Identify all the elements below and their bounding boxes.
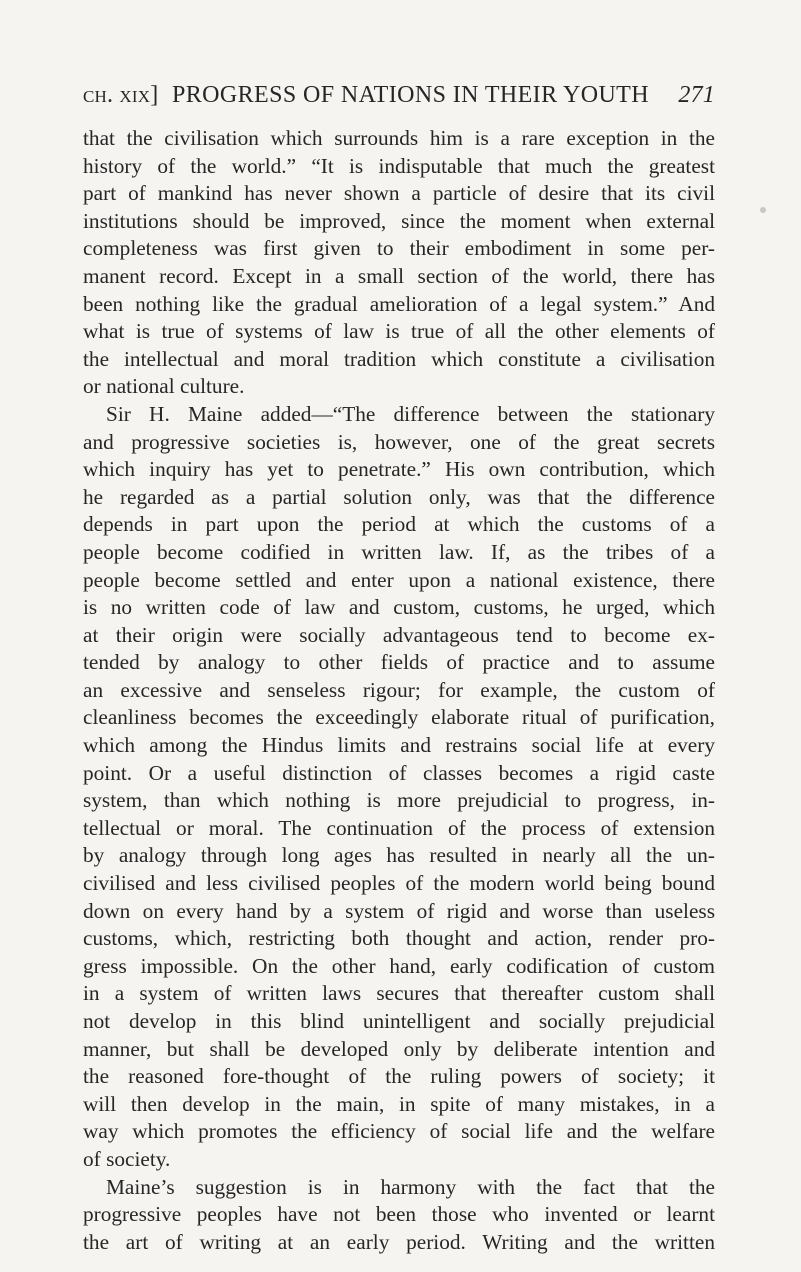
text-line: institutions should be improved, since the moment when external: [83, 208, 715, 233]
text-line: tended by analogy to other fields of practice and to assume: [83, 650, 715, 675]
text-line: the intellectual and moral tradition which constitute a civilisation: [83, 346, 715, 371]
text-line: and progressive societies is, however, one of the great secrets: [83, 429, 715, 454]
text-line: is no written code of law and custom, customs, he urged, which: [83, 595, 715, 620]
text-line: not develop in this blind unintelligent and socially prejudicial: [83, 1009, 715, 1033]
text-line: been nothing like the gradual amelioration of a legal system.” And: [83, 291, 715, 316]
text-line: customs, which, restricting both thought and action, render pro-: [83, 926, 715, 951]
text-line: or national culture.: [83, 374, 245, 399]
chapter-reference: ch. xix]: [83, 82, 159, 108]
text-line: in a system of written laws secures that thereafter custom shall: [83, 981, 715, 1006]
text-line: gress impossible. On the other hand, early codification of custom: [83, 953, 715, 978]
text-line: cleanliness becomes the exceedingly elaborate ritual of purification,: [83, 705, 715, 730]
running-header: [83, 78, 715, 112]
text-line: he regarded as a partial solution only, was that the difference: [83, 484, 715, 509]
text-line: will then develop in the main, in spite of many mistakes, in a: [83, 1091, 715, 1116]
text-line: down on every hand by a system of rigid and worse than useless: [83, 898, 715, 923]
text-line: depends in part upon the period at which the customs of a: [83, 512, 715, 537]
text-line: progressive peoples have not been those who invented or learnt: [83, 1202, 715, 1227]
text-line: tellectual or moral. The continuation of the process of extension: [83, 815, 715, 840]
text-line: people become codified in written law. If, as the tribes of a: [83, 539, 715, 564]
text-line: that the civilisation which surrounds him is a rare exception in the: [83, 126, 715, 150]
text-line: manent record. Except in a small section of the world, there has: [83, 263, 715, 288]
text-line: what is true of systems of law is true of all the other elements of: [83, 319, 715, 344]
text-line: manner, but shall be developed only by deliberate intention and: [83, 1036, 715, 1061]
page-number: 271: [678, 82, 715, 108]
text-line: of society.: [83, 1146, 171, 1171]
text-line: Maine’s suggestion is in harmony with the fact that the: [106, 1174, 715, 1199]
text-line: people become settled and enter upon a national existence, there: [83, 567, 715, 592]
body-text: [83, 125, 715, 1256]
text-line: the reasoned fore-thought of the ruling powers of society; it: [83, 1064, 715, 1089]
text-line: an excessive and senseless rigour; for example, the custom of: [83, 677, 715, 702]
text-line: which inquiry has yet to penetrate.” His own contribution, which: [83, 457, 715, 482]
text-line: by analogy through long ages has resulted in nearly all the un-: [83, 843, 715, 868]
text-line: system, than which nothing is more prejudicial to progress, in-: [83, 788, 715, 813]
text-line: way which promotes the efficiency of social life and the welfare: [83, 1119, 715, 1144]
text-line: Sir H. Maine added—“The difference between the stationary: [106, 401, 715, 426]
text-line: point. Or a useful distinction of classes becomes a rigid caste: [83, 760, 715, 785]
text-line: which among the Hindus limits and restrains social life at every: [83, 733, 715, 758]
text-line: history of the world.” “It is indisputable that much the greatest: [83, 153, 715, 178]
text-line: at their origin were socially advantageous tend to become ex-: [83, 622, 715, 647]
text-line: part of mankind has never shown a particle of desire that its civil: [83, 181, 715, 206]
text-line: civilised and less civilised peoples of the modern world being bound: [83, 871, 715, 896]
paper-speck: [760, 207, 766, 213]
text-line: the art of writing at an early period. Writing and the written: [83, 1229, 715, 1254]
running-title: PROGRESS OF NATIONS IN THEIR YOUTH: [172, 82, 649, 108]
text-line: completeness was first given to their embodiment in some per-: [83, 236, 715, 261]
